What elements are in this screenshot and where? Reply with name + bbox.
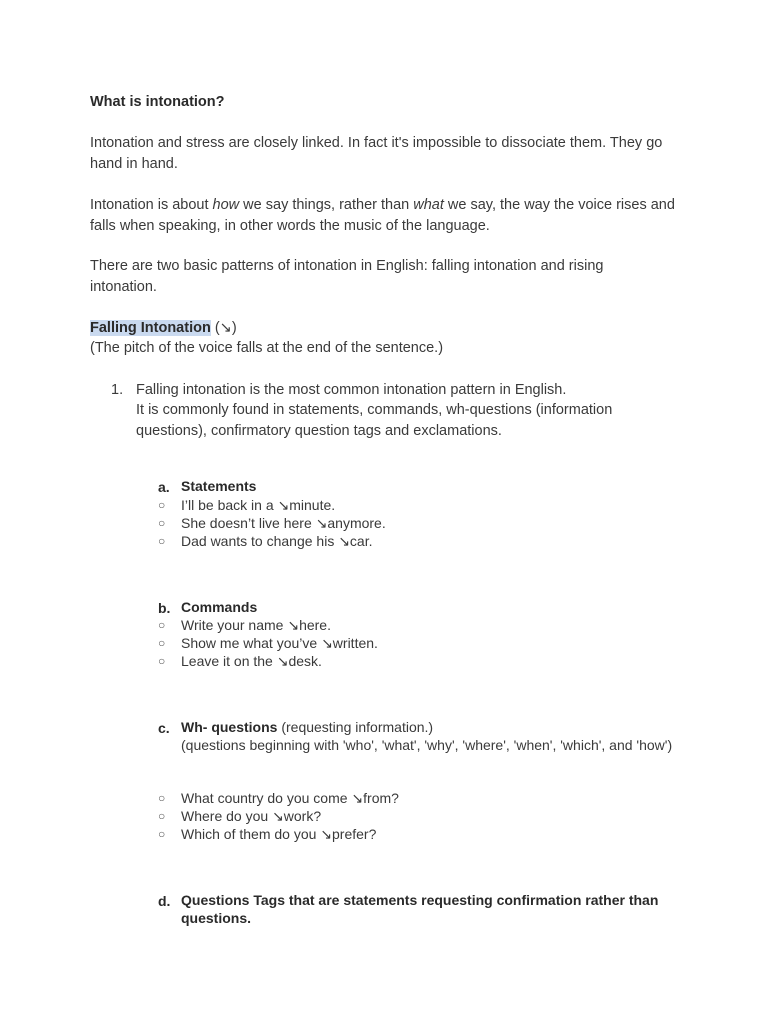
bullet-circle: ○ [158, 809, 166, 823]
list-item: She doesn’t live here ↘anymore. [181, 515, 386, 531]
sublist-title-question-tags: Questions Tags that are statements requesting confirmation rather than questions. [181, 892, 659, 926]
section-heading-highlighted: Falling Intonation [90, 320, 211, 336]
sublist-letter: a. [158, 479, 170, 495]
paragraph-text: Intonation is about [90, 197, 213, 213]
emphasis-how: how [212, 197, 240, 213]
sublist-title-wh-questions [181, 718, 681, 736]
bullet-circle: ○ [158, 498, 166, 512]
list-item-text: Falling intonation is the most common intonation pattern in English. [136, 382, 567, 398]
falling-intonation-note: (The pitch of the voice falls at the end of the sentence.) [90, 340, 444, 356]
page-title: What is intonation? [90, 94, 225, 110]
paragraph-two-patterns: There are two basic patterns of intonation in English: falling intonation and rising intonation. [90, 258, 604, 295]
bullet-circle: ○ [158, 534, 166, 548]
paragraph-text: we say, the way the voice rises and falls when speaking, in other words the music of the language. [90, 197, 675, 234]
list-item: I’ll be back in a ↘minute. [181, 497, 336, 513]
sublist-letter: d. [158, 893, 171, 909]
list-item: Leave it on the ↘desk. [181, 653, 322, 669]
paragraph-text: we say things, rather than [239, 197, 414, 213]
bullet-circle: ○ [158, 654, 166, 668]
list-item: Show me what you’ve ↘written. [181, 635, 378, 651]
sublist-title-commands: Commands [181, 599, 258, 615]
bullet-circle: ○ [158, 827, 166, 841]
bullet-circle: ○ [158, 618, 166, 632]
falling-intonation-heading [90, 318, 690, 339]
paragraph-stress-link: Intonation and stress are closely linked. In fact it's impossible to dissociate them. They go hand in hand. [90, 135, 663, 172]
list-item: Where do you ↘work? [181, 808, 322, 824]
paragraph-intonation-definition [90, 195, 682, 236]
list-item: What country do you come ↘from? [181, 790, 399, 806]
sublist-letter: b. [158, 600, 171, 616]
bullet-circle: ○ [158, 636, 166, 650]
sublist-title-suffix: (requesting information.) [277, 719, 434, 735]
emphasis-what: what [413, 197, 444, 213]
list-item-text: It is commonly found in statements, commands, wh-questions (information questions), confirmatory question tags and exclamations. [136, 402, 613, 439]
list-number: 1. [111, 382, 124, 398]
list-item: Which of them do you ↘prefer? [181, 826, 377, 842]
list-item: Dad wants to change his ↘car. [181, 533, 373, 549]
sublist-note: (questions beginning with 'who', 'what', 'why', 'where', 'when', 'which', and 'how') [181, 737, 673, 753]
bullet-circle: ○ [158, 516, 166, 530]
sublist-title-bold: Wh- questions [181, 719, 278, 735]
list-item: Write your name ↘here. [181, 617, 331, 633]
bullet-circle: ○ [158, 791, 166, 805]
sublist-letter: c. [158, 720, 170, 736]
sublist-title-statements: Statements [181, 478, 257, 494]
falling-arrow-symbol: (↘) [210, 320, 237, 336]
